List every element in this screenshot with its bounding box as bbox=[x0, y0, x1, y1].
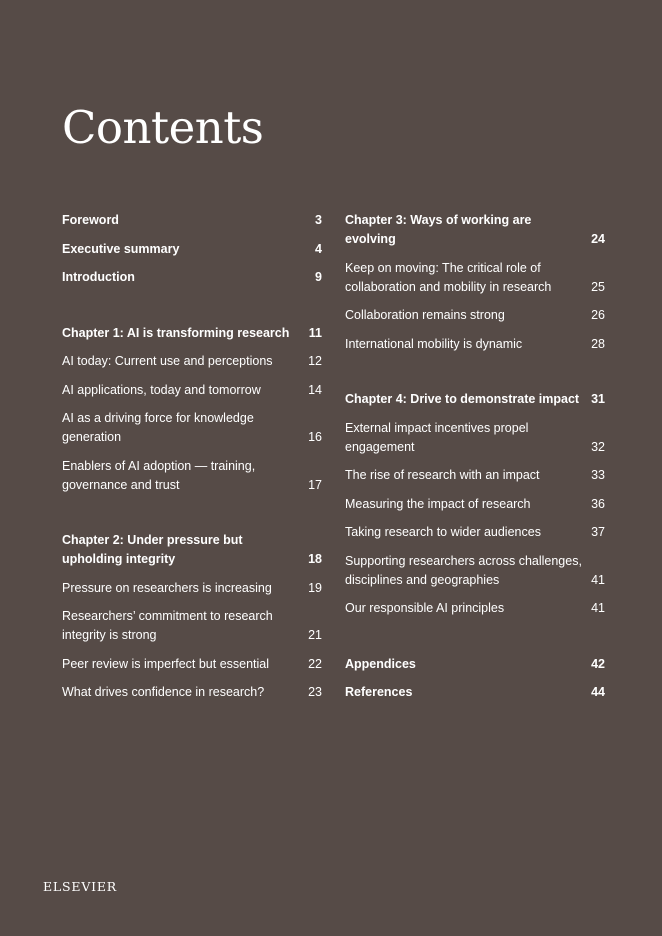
toc-entry-page-number: 32 bbox=[591, 439, 605, 454]
toc-entry-label: Peer review is imperfect but essential bbox=[62, 656, 270, 671]
publisher-logo: ELSEVIER bbox=[43, 879, 118, 894]
toc-entry-label: AI as a driving force for knowledge generation bbox=[62, 411, 254, 444]
section-spacer bbox=[345, 628, 605, 655]
toc-subsection-entry[interactable] bbox=[62, 457, 322, 495]
toc-entry-page-number: 17 bbox=[308, 477, 322, 492]
toc-entry-page-number: 11 bbox=[308, 325, 322, 340]
toc-entry-label: Chapter 4: Drive to demonstrate impact bbox=[345, 392, 580, 406]
toc-entry-label: Measuring the impact of research bbox=[345, 496, 531, 511]
toc-entry-page-number: 16 bbox=[308, 430, 322, 444]
section-spacer bbox=[62, 504, 322, 531]
section-spacer bbox=[62, 297, 322, 324]
toc-entry-page-number: 26 bbox=[591, 308, 605, 322]
toc-entry-label: Foreword bbox=[62, 213, 119, 227]
toc-entry-page-number: 12 bbox=[308, 354, 322, 368]
toc-subsection-entry[interactable] bbox=[62, 655, 322, 674]
toc-entry-page-number: 21 bbox=[308, 628, 322, 642]
toc-entry-label: Supporting researchers across challenges, disciplines and geographies bbox=[345, 553, 582, 587]
toc-section-entry[interactable] bbox=[62, 531, 322, 569]
toc-subsection-entry[interactable] bbox=[345, 552, 605, 590]
toc-entry-page-number: 28 bbox=[591, 336, 605, 351]
toc-entry-label: AI applications, today and tomorrow bbox=[62, 382, 261, 397]
toc-subsection-entry[interactable] bbox=[345, 523, 605, 542]
toc-entry-page-number: 19 bbox=[308, 580, 322, 595]
toc-entry-page-number: 37 bbox=[591, 525, 605, 539]
toc-subsection-entry[interactable] bbox=[345, 599, 605, 618]
toc-entry-label: Chapter 1: AI is transforming research bbox=[62, 325, 290, 340]
toc-subsection-entry[interactable] bbox=[345, 466, 605, 485]
toc-section-entry[interactable] bbox=[62, 324, 322, 343]
toc-subsection-entry[interactable] bbox=[62, 607, 322, 645]
toc-entry-label: Introduction bbox=[62, 270, 135, 284]
toc-entry-page-number: 41 bbox=[591, 601, 605, 615]
toc-entry-label: Enablers of AI adoption — training, governance and trust bbox=[62, 458, 256, 492]
toc-entry-page-number: 3 bbox=[315, 213, 322, 227]
toc-subsection-entry[interactable] bbox=[345, 335, 605, 354]
toc-entry-label: External impact incentives propel engagement bbox=[345, 420, 529, 454]
toc-entry-label: Researchers’ commitment to research integrity is strong bbox=[62, 609, 273, 642]
toc-entry-page-number: 14 bbox=[308, 382, 322, 397]
toc-entry-page-number: 24 bbox=[591, 232, 605, 246]
toc-entry-label: Collaboration remains strong bbox=[345, 308, 505, 322]
toc-subsection-entry[interactable] bbox=[62, 352, 322, 371]
toc-section-entry[interactable] bbox=[345, 683, 605, 702]
toc-entry-page-number: 25 bbox=[591, 279, 605, 294]
toc-entry-page-number: 18 bbox=[308, 552, 322, 566]
toc-entry-label: What drives confidence in research? bbox=[62, 685, 265, 699]
toc-section-entry[interactable] bbox=[345, 211, 605, 249]
toc-entry-label: Pressure on researchers is increasing bbox=[62, 580, 272, 595]
page-title: Contents bbox=[62, 101, 264, 154]
toc-entry-label: Taking research to wider audiences bbox=[345, 525, 541, 539]
toc-entry-page-number: 31 bbox=[591, 392, 605, 406]
toc-section-entry[interactable] bbox=[345, 655, 605, 674]
toc-section-entry[interactable] bbox=[62, 211, 322, 230]
toc-entry-label: Keep on moving: The critical role of collaboration and mobility in research bbox=[345, 260, 552, 294]
toc-entry-label: Our responsible AI principles bbox=[345, 601, 505, 615]
toc-entry-page-number: 22 bbox=[308, 656, 322, 671]
toc-entry-page-number: 44 bbox=[591, 685, 605, 699]
toc-entry-label: The rise of research with an impact bbox=[345, 468, 540, 482]
toc-subsection-entry[interactable] bbox=[62, 683, 322, 702]
toc-entry-label: International mobility is dynamic bbox=[345, 336, 523, 351]
toc-entry-page-number: 41 bbox=[591, 572, 605, 587]
toc-entry-page-number: 33 bbox=[591, 468, 605, 482]
toc-entry-page-number: 36 bbox=[591, 496, 605, 511]
toc-entry-label: Chapter 3: Ways of working are evolving bbox=[345, 213, 532, 246]
toc-section-entry[interactable] bbox=[345, 390, 605, 409]
toc-entry-label: References bbox=[345, 685, 413, 699]
toc-subsection-entry[interactable] bbox=[62, 409, 322, 447]
toc-entry-page-number: 42 bbox=[591, 656, 605, 671]
toc-left-column bbox=[62, 211, 322, 712]
section-spacer bbox=[345, 363, 605, 390]
toc-section-entry[interactable] bbox=[62, 268, 322, 287]
toc-right-column bbox=[345, 211, 605, 712]
toc-subsection-entry[interactable] bbox=[345, 419, 605, 457]
toc-subsection-entry[interactable] bbox=[62, 579, 322, 598]
toc-entry-label: Executive summary bbox=[62, 241, 180, 256]
toc-subsection-entry[interactable] bbox=[345, 306, 605, 325]
toc-entry-page-number: 9 bbox=[315, 270, 322, 284]
toc-subsection-entry[interactable] bbox=[345, 259, 605, 297]
toc-entry-page-number: 4 bbox=[315, 241, 322, 256]
toc-entry-label: AI today: Current use and perceptions bbox=[62, 354, 273, 368]
toc-entry-page-number: 23 bbox=[308, 685, 322, 699]
toc-entry-label: Appendices bbox=[345, 656, 416, 671]
toc-subsection-entry[interactable] bbox=[62, 381, 322, 400]
toc-subsection-entry[interactable] bbox=[345, 495, 605, 514]
toc-section-entry[interactable] bbox=[62, 240, 322, 259]
toc-entry-label: Chapter 2: Under pressure but upholding integrity bbox=[62, 533, 243, 566]
